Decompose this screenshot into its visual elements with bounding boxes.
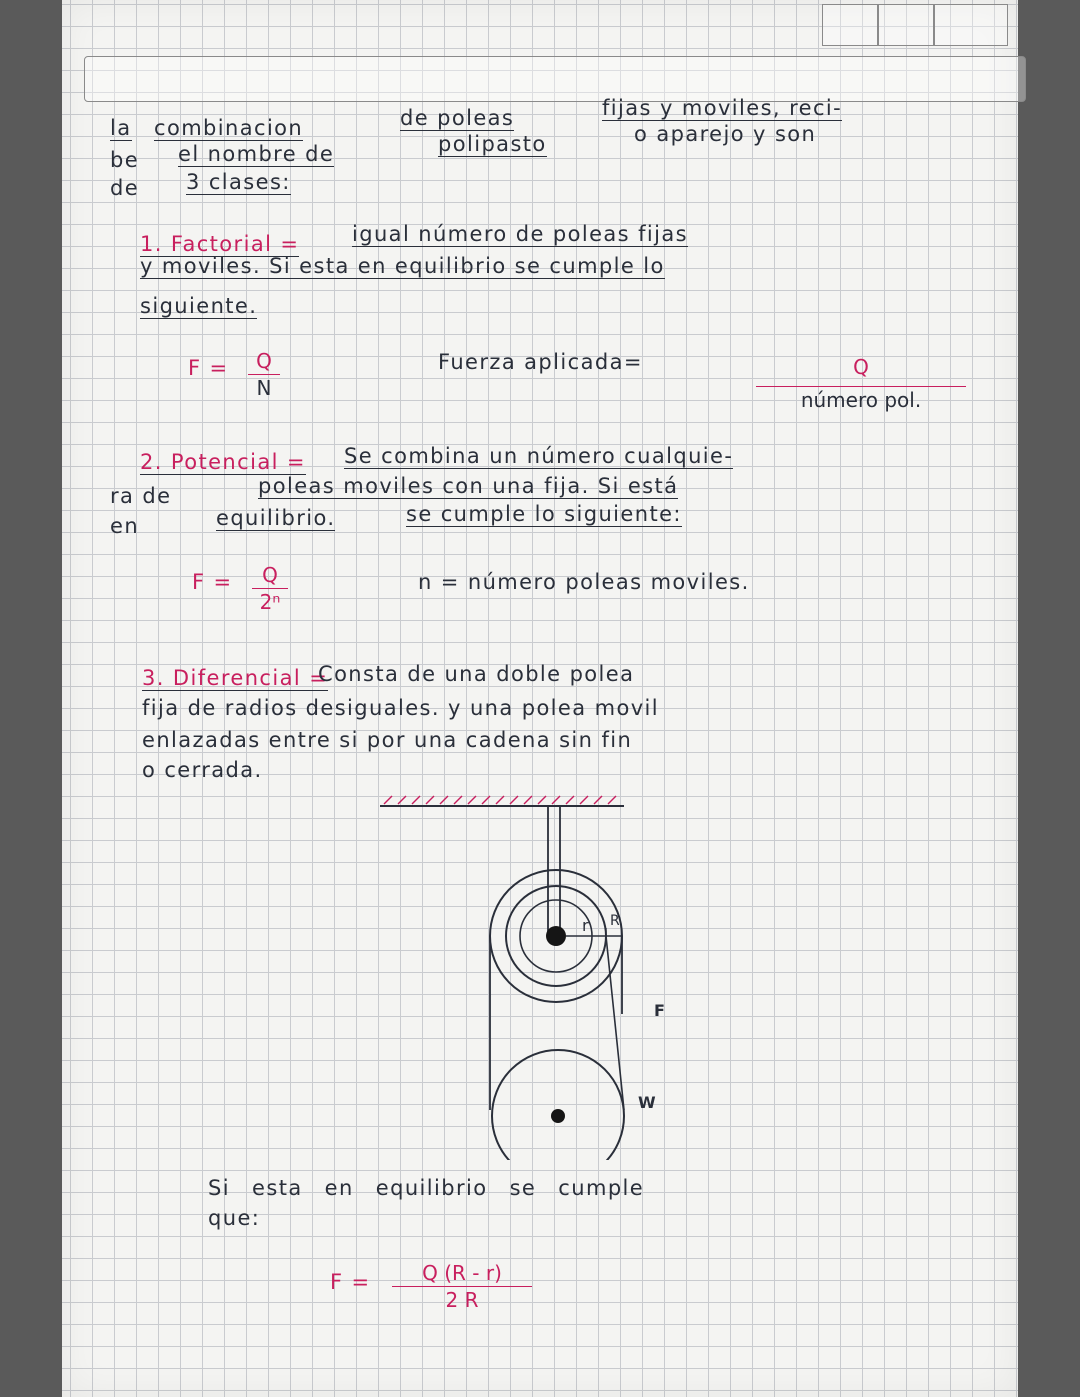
intro-word: o aparejo y son [634, 122, 817, 146]
section3-text: o cerrada. [142, 758, 263, 782]
formula-lhs: F = [330, 1270, 371, 1294]
intro-word: de poleas [400, 106, 515, 130]
notebook-page [62, 0, 1018, 1397]
intro-word: el nombre de [178, 142, 335, 166]
equilibrium-text: que: [208, 1206, 261, 1230]
section2-text: Se combina un número cualquie- [344, 444, 734, 468]
section2-text: equilibrio. [216, 506, 336, 530]
section1-heading: 1. Factorial = [140, 232, 300, 256]
formula-lhs: F = [192, 570, 233, 594]
section3-text: fija de radios desiguales. y una polea movil [142, 696, 659, 720]
intro-word: fijas y moviles, reci- [602, 96, 843, 120]
label-R: R [610, 913, 620, 929]
fraction-bar [248, 374, 280, 375]
force-fraction [756, 355, 966, 412]
section3-text: Consta de una doble polea [318, 662, 635, 686]
equilibrium-text: Si esta en equilibrio se cumple [208, 1176, 645, 1200]
formula-lhs: F = [188, 356, 229, 380]
section2-text: se cumple lo siguiente: [406, 502, 682, 526]
section3-text: enlazadas entre si por una cadena sin fin [142, 728, 633, 752]
section2-heading: 2. Potencial = [140, 450, 306, 474]
section1-text: y moviles. Si esta en equilibrio se cumple lo [140, 254, 665, 278]
movable-axle-dot [551, 1109, 565, 1123]
date-box [934, 4, 1008, 46]
label-F: F [654, 1001, 665, 1020]
formula-numerator: Q [262, 563, 278, 587]
formula-denominator: 2ⁿ [259, 590, 281, 614]
section3-heading: 3. Diferencial = [142, 666, 329, 690]
formula-fraction [248, 350, 280, 399]
formula-numerator: Q [256, 349, 272, 373]
intro-word: be [110, 148, 140, 172]
section1-text: siguiente. [140, 294, 258, 318]
formula-denominator: N [256, 376, 272, 400]
date-box [822, 4, 878, 46]
formula-fraction [252, 564, 288, 613]
section2-text: en [110, 514, 140, 538]
header-band [84, 56, 1026, 102]
section2-text: poleas moviles con una fija. Si está [258, 474, 679, 498]
ceiling-hatch [384, 796, 616, 804]
intro-word: combinacion [154, 116, 304, 140]
axle-dot [546, 926, 566, 946]
formula-denominator: 2 R [445, 1288, 479, 1312]
formula-fraction [392, 1262, 532, 1311]
label-r: r [582, 916, 589, 935]
force-label: Fuerza aplicada= [438, 350, 643, 374]
section1-text: igual número de poleas fijas [352, 222, 688, 246]
differential-pulley-diagram [362, 790, 692, 1160]
fraction-bar [252, 588, 288, 589]
date-box [878, 4, 934, 46]
label-W: W [638, 1093, 656, 1112]
intro-word: de [110, 176, 140, 200]
fraction-bar [756, 386, 966, 387]
fraction-bar [392, 1286, 532, 1287]
section2-text: ra de [110, 484, 172, 508]
intro-word: polipasto [438, 132, 547, 156]
formula-numerator: Q (R - r) [422, 1261, 502, 1285]
force-numerator: Q [853, 355, 869, 379]
intro-word: 3 clases: [186, 170, 291, 194]
movable-pulley [492, 1050, 624, 1160]
intro-word: la [110, 116, 132, 140]
n-definition: n = número poleas moviles. [418, 570, 750, 594]
force-denominator: número pol. [800, 388, 922, 412]
